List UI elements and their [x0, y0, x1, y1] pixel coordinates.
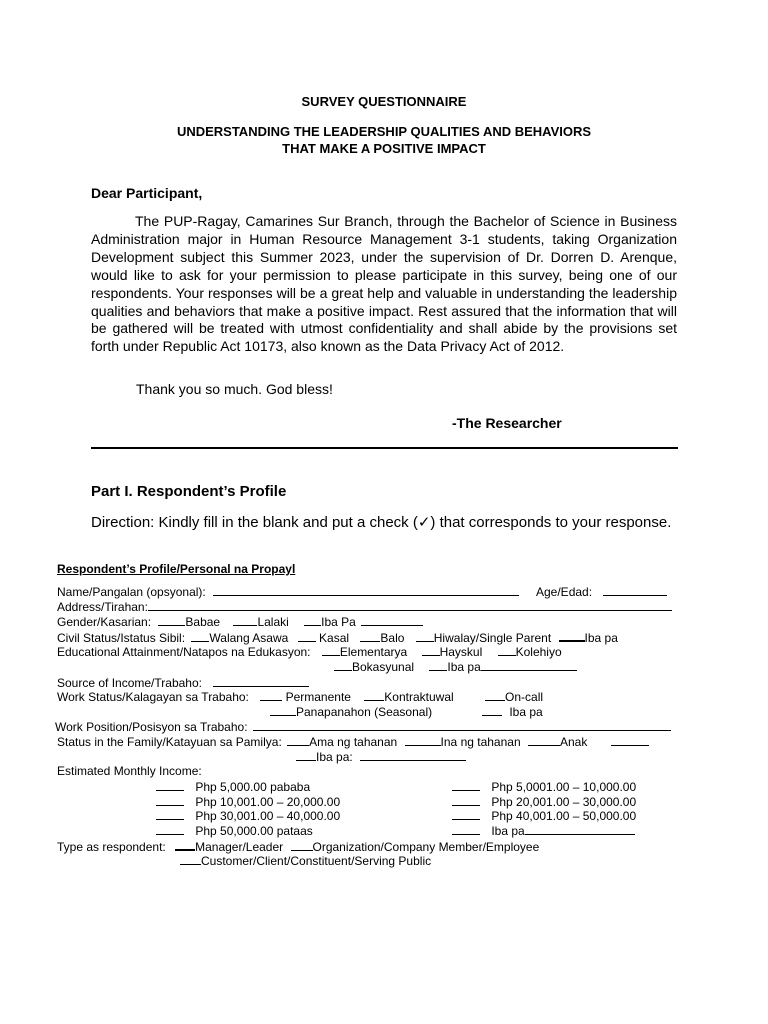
civil-check-hiwalay[interactable]	[416, 630, 434, 642]
income-check-2[interactable]	[452, 779, 480, 791]
gender-check-babae[interactable]	[158, 614, 185, 626]
work-status-row	[57, 689, 543, 704]
income-option-row	[452, 794, 636, 809]
address-blank[interactable]	[148, 599, 672, 611]
civil-check-walang-asawa[interactable]	[191, 630, 209, 642]
respondent-check-customer[interactable]	[180, 853, 201, 865]
name-label: Name/Pangalan (opsyonal):	[57, 585, 206, 599]
survey-subtitle-line1: UNDERSTANDING THE LEADERSHIP QUALITIES AND BEHAVIORS	[176, 124, 592, 139]
edu-check-elementarya[interactable]	[322, 644, 340, 656]
respondent-type-row	[57, 838, 539, 854]
gender-row	[57, 614, 423, 629]
education-row	[57, 644, 562, 659]
gender-option-iba: Iba Pa	[321, 615, 356, 629]
civil-option-walang-asawa: Walang Asawa	[209, 631, 289, 645]
civil-option-balo: Balo	[380, 631, 405, 645]
edu-iba-blank[interactable]	[481, 659, 577, 671]
income-option-8: Iba pa	[491, 824, 525, 838]
income-option-4: Php 20,001.00 – 30,000.00	[491, 795, 637, 809]
respondent-option-member: Organization/Company Member/Employee	[312, 840, 540, 854]
edu-option-bokasyunal: Bokasyunal	[352, 660, 415, 674]
income-check-5[interactable]	[156, 808, 184, 820]
income-check-1[interactable]	[156, 779, 184, 791]
age-label: Age/Edad:	[536, 585, 593, 599]
thanks-line: Thank you so much. God bless!	[136, 381, 333, 397]
income-option-row	[452, 808, 636, 823]
gender-option-babae: Babae	[185, 615, 221, 629]
work-position-row	[55, 719, 671, 734]
income-check-4[interactable]	[452, 794, 480, 806]
civil-check-iba[interactable]	[559, 629, 585, 642]
work-position-blank[interactable]	[253, 719, 671, 731]
respondent-check-member[interactable]	[291, 839, 313, 851]
family-check-ina[interactable]	[405, 734, 441, 746]
family-extra-blank[interactable]	[611, 734, 649, 746]
family-check-anak[interactable]	[528, 734, 560, 746]
family-option-iba: Iba pa:	[316, 750, 353, 764]
income-option-1: Php 5,000.00 pababa	[195, 780, 311, 794]
family-label: Status in the Family/Katayuan sa Pamilya:	[57, 735, 282, 749]
work-option-kontraktuwal: Kontraktuwal	[384, 690, 454, 704]
family-option-ina: Ina ng tahanan	[440, 735, 521, 749]
income-iba-blank[interactable]	[525, 823, 635, 835]
income-option-row	[156, 794, 340, 809]
civil-check-kasal[interactable]	[298, 630, 316, 642]
family-check-iba[interactable]	[296, 749, 316, 761]
gender-option-lalaki: Lalaki	[257, 615, 289, 629]
gender-check-lalaki[interactable]	[233, 614, 257, 626]
work-check-oncall[interactable]	[485, 689, 505, 701]
work-check-seasonal[interactable]	[270, 704, 296, 716]
work-option-oncall: On-call	[505, 690, 544, 704]
education-row-2	[334, 659, 577, 674]
edu-option-kolehiyo: Kolehiyo	[515, 645, 562, 659]
civil-option-kasal: Kasal	[319, 631, 350, 645]
income-check-8[interactable]	[452, 823, 480, 835]
part1-title: Part I. Respondent’s Profile	[91, 483, 287, 500]
edu-check-kolehiyo[interactable]	[498, 644, 516, 656]
monthly-income-label: Estimated Monthly Income:	[57, 764, 202, 778]
gender-check-iba[interactable]	[304, 614, 321, 626]
respondent-option-customer: Customer/Client/Constituent/Serving Public	[201, 854, 432, 868]
income-source-label: Source of Income/Trabaho:	[57, 676, 202, 690]
income-option-row	[156, 808, 340, 823]
survey-subtitle-line2: THAT MAKE A POSITIVE IMPACT	[282, 141, 486, 156]
family-option-ama: Ama ng tahanan	[309, 735, 398, 749]
respondent-type-label: Type as respondent:	[57, 840, 166, 854]
income-option-row	[156, 823, 313, 838]
civil-check-balo[interactable]	[360, 630, 380, 642]
income-option-row	[452, 779, 636, 794]
respondent-check-manager[interactable]	[175, 838, 195, 851]
family-status-row-2	[296, 749, 466, 764]
civil-label: Civil Status/Istatus Sibil:	[57, 631, 186, 645]
part1-direction: Direction: Kindly fill in the blank and put a check (✓) that corresponds to your response.	[91, 514, 672, 531]
family-status-row	[57, 734, 649, 749]
income-option-3: Php 10,001.00 – 20,000.00	[195, 795, 341, 809]
survey-title: SURVEY QUESTIONNAIRE	[301, 94, 467, 109]
civil-option-hiwalay: Hiwalay/Single Parent	[433, 631, 552, 645]
income-option-7: Php 50,000.00 pataas	[195, 824, 313, 838]
income-option-5: Php 30,001.00 – 40,000.00	[195, 809, 341, 823]
letter-body: The PUP-Ragay, Camarines Sur Branch, through the Bachelor of Science in Business Administration major in Human Resource Management 3-1 students, taking Organization Development subject this Summer 2023, under the supervision of Dr. Dorren D. Arenque, would like to ask for your permission to please participate in this survey, being one of our respondents. Your responses will be a great help and valuable in understanding the leadership qualities and behaviors that make a positive impact. Rest assured that the information that will be gathered will be treated with utmost confidentiality and shall abide by the provisions set forth under Republic Act 10173, also known as the Data Privacy Act of 2012.	[91, 213, 677, 355]
work-status-label: Work Status/Kalagayan sa Trabaho:	[57, 690, 249, 704]
family-check-ama[interactable]	[287, 734, 309, 746]
work-option-iba: Iba pa	[509, 705, 543, 719]
income-check-3[interactable]	[156, 794, 184, 806]
edu-option-elementarya: Elementarya	[339, 645, 408, 659]
gender-label: Gender/Kasarian:	[57, 615, 152, 629]
edu-check-hayskul[interactable]	[422, 644, 440, 656]
edu-option-iba: Iba pa	[447, 660, 481, 674]
edu-check-bokasyunal[interactable]	[334, 659, 352, 671]
civil-option-iba: Iba pa	[584, 631, 618, 645]
age-row	[536, 584, 667, 599]
profile-heading: Respondent’s Profile/Personal na Propayl	[57, 562, 296, 576]
salutation: Dear Participant,	[91, 185, 203, 201]
work-check-iba[interactable]	[482, 704, 502, 716]
work-status-row-2	[270, 704, 432, 719]
respondent-type-row-2	[180, 853, 431, 868]
edu-option-hayskul: Hayskul	[439, 645, 483, 659]
income-check-6[interactable]	[452, 808, 480, 820]
edu-check-iba[interactable]	[429, 659, 447, 671]
age-blank[interactable]	[603, 584, 667, 596]
address-row	[57, 599, 672, 614]
section-divider	[91, 447, 678, 449]
income-option-row	[452, 823, 635, 838]
name-row	[57, 584, 519, 599]
work-option-permanente: Permanente	[285, 690, 351, 704]
income-source-blank[interactable]	[213, 675, 309, 687]
family-option-anak: Anak	[559, 735, 588, 749]
work-position-label: Work Position/Posisyon sa Trabaho:	[55, 720, 248, 734]
edu-label: Educational Attainment/Natapos na Edukasyon:	[57, 645, 311, 659]
work-option-seasonal: Panapanahon (Seasonal)	[296, 705, 433, 719]
income-check-7[interactable]	[156, 823, 184, 835]
respondent-option-manager: Manager/Leader	[195, 840, 284, 854]
name-blank[interactable]	[213, 584, 519, 596]
gender-iba-blank[interactable]	[361, 614, 423, 626]
income-option-2: Php 5,0001.00 – 10,000.00	[491, 780, 637, 794]
income-option-row	[156, 779, 310, 794]
work-status-iba	[482, 704, 543, 719]
income-source-row	[57, 675, 309, 690]
civil-status-row	[57, 629, 618, 645]
address-label: Address/Tirahan:	[57, 600, 148, 614]
signature: -The Researcher	[452, 415, 562, 431]
work-check-kontraktuwal[interactable]	[364, 689, 384, 701]
income-option-6: Php 40,001.00 – 50,000.00	[491, 809, 637, 823]
work-check-permanente[interactable]	[260, 689, 282, 701]
family-iba-blank[interactable]	[360, 749, 466, 761]
